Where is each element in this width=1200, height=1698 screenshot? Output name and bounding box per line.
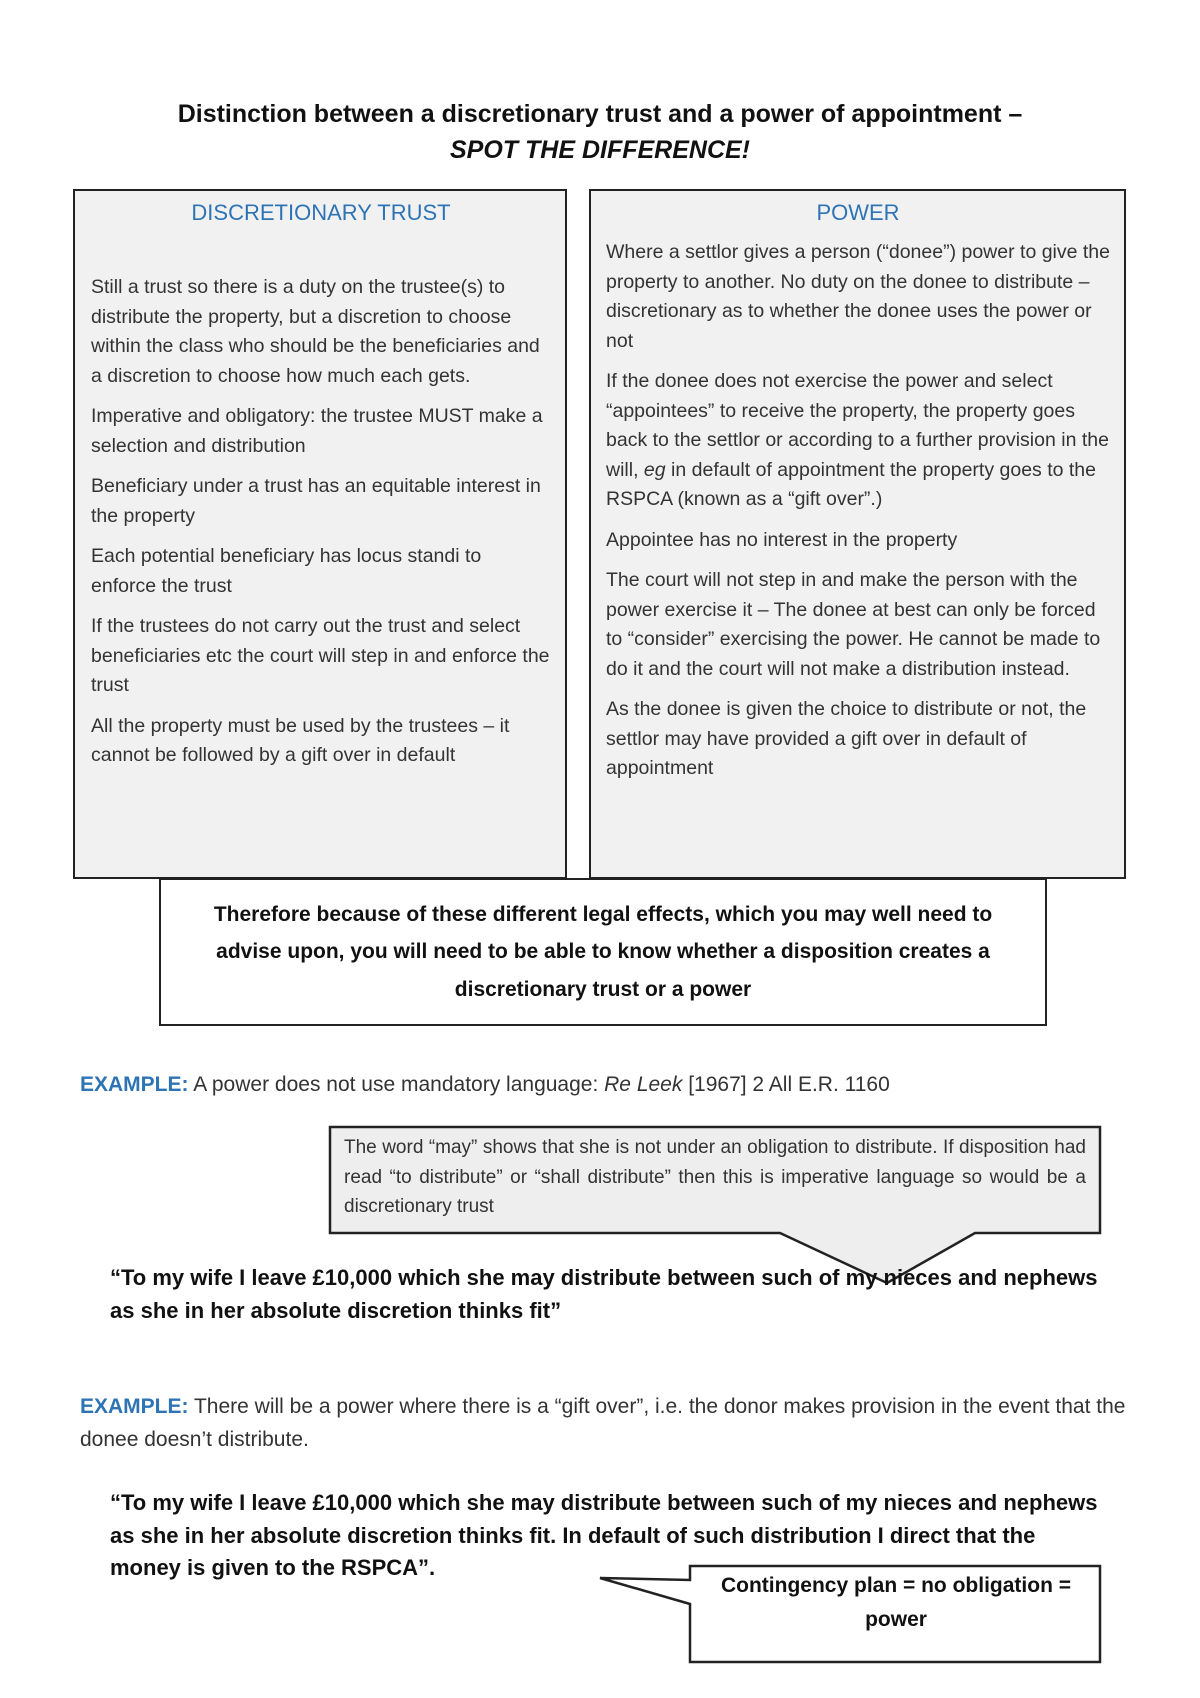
eg-abbreviation: eg bbox=[643, 458, 666, 481]
trust-point: Imperative and obligatory: the trustee MUST make a selection and distribution bbox=[91, 405, 543, 457]
power-point-text: in default of appointment the property goes to the RSPCA (known as a “gift over”.) bbox=[606, 458, 1096, 510]
example-1 bbox=[80, 1068, 1130, 1101]
trust-point: Beneficiary under a trust has an equitable interest in the property bbox=[91, 475, 541, 527]
trust-point: All the property must be used by the trustees – it cannot be followed by a gift over in default bbox=[91, 714, 510, 766]
power-point: As the donee is given the choice to distribute or not, the settlor may have provided a gift over in default of appointment bbox=[606, 698, 1087, 779]
power-point-text: If the donee does not exercise the power and select “appointees” to receive the property, the property goes back to the settlor or according to a further provision in the will, bbox=[606, 370, 1109, 481]
power-point: Appointee has no interest in the property bbox=[606, 528, 958, 551]
trust-point: If the trustees do not carry out the trust and select beneficiaries etc the court will step in and enforce the trust bbox=[91, 615, 550, 696]
trust-point: Each potential beneficiary has locus standi to enforce the trust bbox=[91, 545, 482, 597]
title-line-1: Distinction between a discretionary trust and a power of appointment – bbox=[177, 100, 1023, 128]
example-text: There will be a power where there is a “gift over”, i.e. the donor makes provision in the event that the donee doesn’t distribute. bbox=[80, 1395, 1126, 1451]
power-heading: POWER bbox=[816, 200, 900, 225]
title-line-2: SPOT THE DIFFERENCE! bbox=[449, 136, 750, 164]
power-point: Where a settlor gives a person (“donee”) power to give the property to another. No duty on the donee to distribute – discretionary as to whether the donee uses the power or not bbox=[606, 241, 1111, 352]
conclusion-text: Therefore because of these different legal effects, which you may well need to advise upon, you will need to be able to know whether a disposition creates a discretionary trust or a power bbox=[213, 902, 993, 1001]
callout-contingency-text: Contingency plan = no obligation = power bbox=[720, 1574, 1071, 1631]
quote-1: “To my wife I leave £10,000 which she may distribute between such of my nieces and nephews as she in her absolute discretion thinks fit” bbox=[110, 1265, 1098, 1323]
power-point: The court will not step in and make the person with the power exercise it – The donee at best can only be forced to “consider” exercising the power. He cannot be made to do it and the court will not make a distribution instead. bbox=[606, 569, 1101, 680]
callout-may-text: The word “may” shows that she is not under an obligation to distribute. If disposition had read “to distribute” or “shall distribute” then this is imperative language so would be a discretionary trust bbox=[344, 1137, 1086, 1217]
case-citation: [1967] 2 All E.R. 1160 bbox=[682, 1073, 890, 1096]
quote-2: “To my wife I leave £10,000 which she may distribute between such of my nieces and nephews as she in her absolute discretion thinks fit. In default of such distribution I direct that the money is given to the RSPCA”. bbox=[110, 1490, 1098, 1580]
discretionary-trust-heading: DISCRETIONARY TRUST bbox=[191, 200, 451, 225]
example-label: EXAMPLE: bbox=[80, 1073, 189, 1096]
example-text: A power does not use mandatory language: bbox=[188, 1073, 605, 1096]
trust-point: Still a trust so there is a duty on the trustee(s) to distribute the property, but a discretion to choose within the class who should be the beneficiaries and a discretion to choose how much each gets. bbox=[91, 276, 540, 387]
example-2 bbox=[80, 1390, 1130, 1456]
example-label: EXAMPLE: bbox=[80, 1395, 189, 1418]
case-name: Re Leek bbox=[604, 1073, 683, 1096]
